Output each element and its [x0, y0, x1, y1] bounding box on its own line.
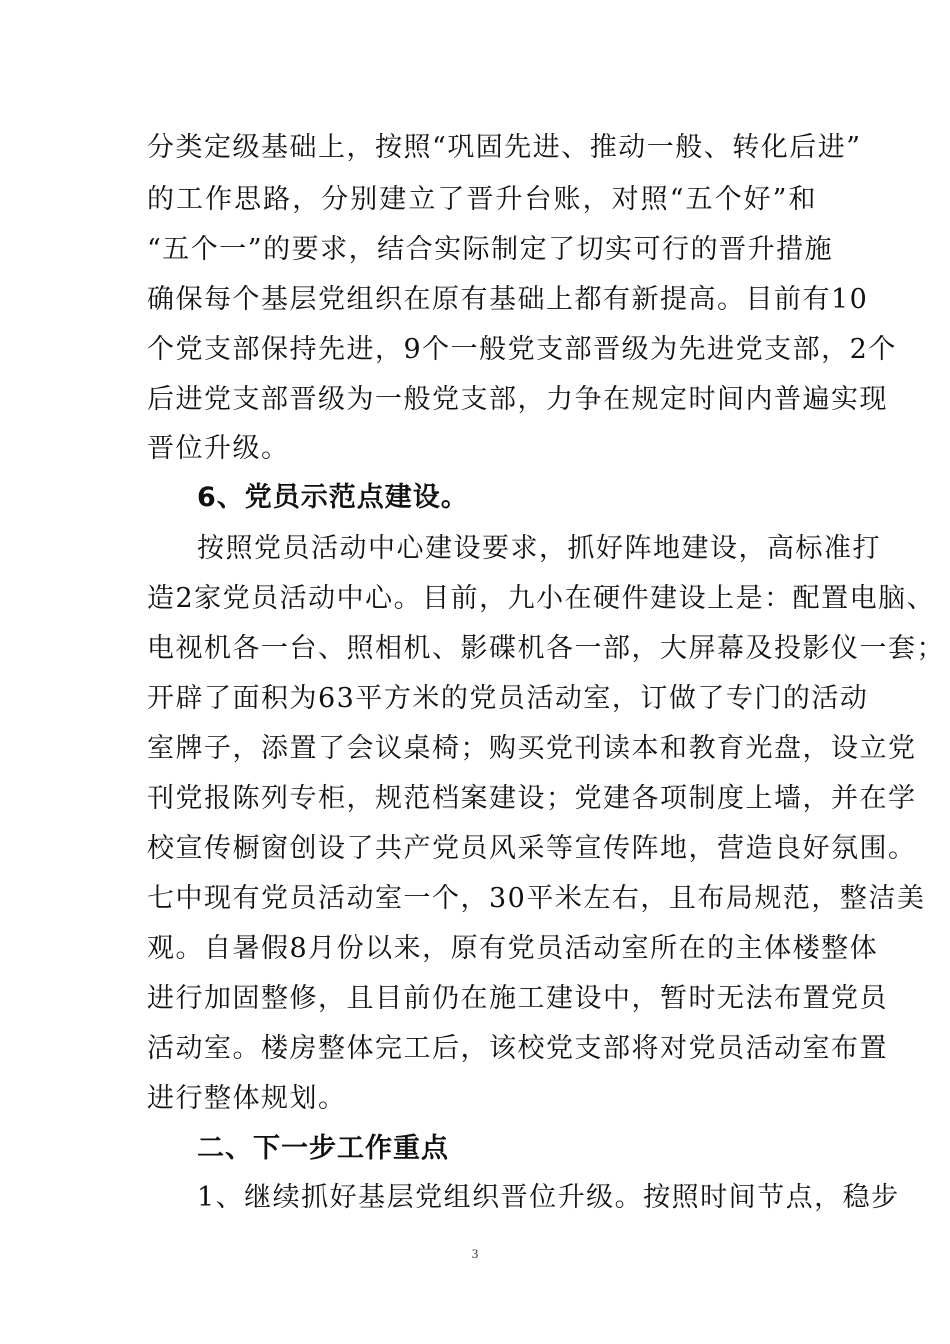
text-line: 开辟了面积为63平方米的党员活动室，订做了专门的活动 — [147, 683, 869, 714]
text-line: 七中现有党员活动室一个，30平米左右，且布局规范，整洁美 — [147, 883, 926, 914]
text-line: 进行加固整修，且目前仍在施工建设中，暂时无法布置党员 — [147, 983, 888, 1014]
text-line: 刊党报陈列专柜，规范档案建设；党建各项制度上墙，并在学 — [147, 783, 917, 814]
text-line: 的工作思路，分别建立了晋升台账，对照“五个好”和 — [147, 184, 817, 215]
text-line: 个党支部保持先进，9个一般党支部晋级为先进党支部，2个 — [147, 334, 897, 365]
text-line: 分类定级基础上，按照“巩固先进、推动一般、转化后进” — [147, 132, 862, 163]
page-number: 3 — [471, 1246, 479, 1261]
text-line: 校宣传橱窗创设了共产党员风采等宣传阵地，营造良好氛围。 — [147, 833, 917, 864]
text-line: 1、继续抓好基层党组织晋位升级。按照时间节点，稳步 — [197, 1182, 900, 1213]
text-line: 活动室。楼房整体完工后，该校党支部将对党员活动室布置 — [147, 1033, 888, 1064]
text-line: 观。自暑假8月份以来，原有党员活动室所在的主体楼整体 — [147, 933, 879, 964]
text-line: 进行整体规划。 — [147, 1083, 347, 1114]
text-line: 造2家党员活动中心。目前，九小在硬件建设上是：配置电脑、 — [147, 583, 936, 614]
section-heading: 二、下一步工作重点 — [197, 1133, 449, 1164]
text-line: 室牌子，添置了会议桌椅；购买党刊读本和教育光盘，设立党 — [147, 733, 917, 764]
text-line: 晋位升级。 — [147, 433, 290, 464]
text-line: “五个一”的要求，结合实际制定了切实可行的晋升措施 — [147, 234, 834, 265]
text-line: 确保每个基层党组织在原有基础上都有新提高。目前有10 — [147, 284, 869, 315]
section-heading: 6、党员示范点建设。 — [197, 482, 469, 513]
text-line: 电视机各一台、照相机、影碟机各一部，大屏幕及投影仪一套； — [147, 633, 945, 664]
text-line: 后进党支部晋级为一般党支部，力争在规定时间内普遍实现 — [147, 384, 888, 415]
text-line: 按照党员活动中心建设要求，抓好阵地建设，高标准打 — [197, 533, 881, 564]
